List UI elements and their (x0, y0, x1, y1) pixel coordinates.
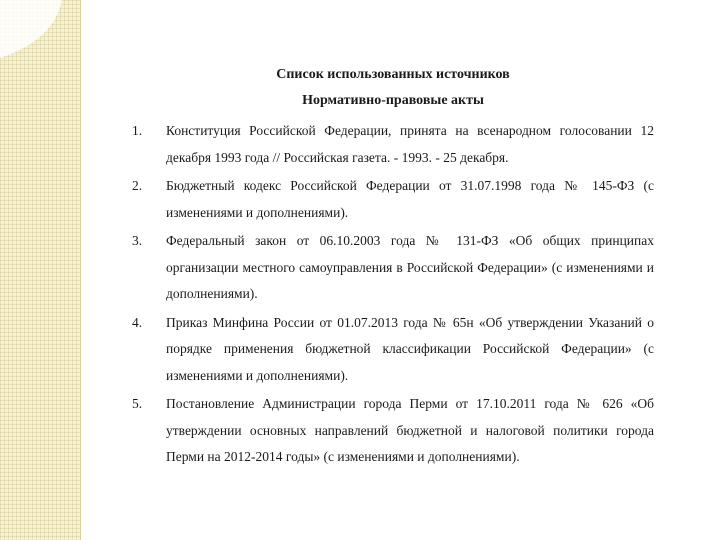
reference-item (132, 173, 654, 226)
reference-text: Бюджетный кодекс Российской Федерации от 31.07.1998 года № 145-ФЗ (с изменениями и дополнениями). (166, 178, 654, 220)
reference-text: Приказ Минфина России от 01.07.2013 года № 65н «Об утверждении Указаний о порядке применения бюджетной классификации Российской Федерации» (с изменениями и дополнениями). (166, 314, 654, 383)
reference-number: 1. (132, 123, 143, 138)
reference-number: 5. (132, 396, 143, 411)
decorative-strip-edge (80, 0, 81, 540)
reference-item (132, 118, 654, 171)
reference-item (132, 228, 654, 308)
document-body (132, 62, 654, 473)
reference-number: 2. (132, 178, 143, 193)
decorative-corner-arc (0, 0, 80, 80)
reference-number: 3. (132, 233, 143, 248)
reference-item (132, 391, 654, 471)
document-subtitle: Нормативно-правовые акты (302, 93, 484, 108)
reference-item (132, 310, 654, 390)
reference-text: Конституция Российской Федерации, принята на всенародном голосовании 12 декабря 1993 года // Российская газета. - 1993. - 25 декабря. (166, 123, 654, 165)
reference-number: 4. (132, 314, 143, 330)
decorative-side-strip (0, 0, 80, 540)
reference-list (132, 118, 654, 471)
document-title: Список использованных источников (276, 67, 510, 82)
reference-text: Постановление Администрации города Перми от 17.10.2011 года № 626 «Об утверждении основных направлений бюджетной и налоговой политики города Перми на 2012-2014 годы» (с изменениями и дополнениями). (166, 396, 654, 464)
reference-text: Федеральный закон от 06.10.2003 года № 131-ФЗ «Об общих принципах организации местного самоуправления в Российской Федерации» (с изменениями и дополнениями). (166, 233, 654, 301)
